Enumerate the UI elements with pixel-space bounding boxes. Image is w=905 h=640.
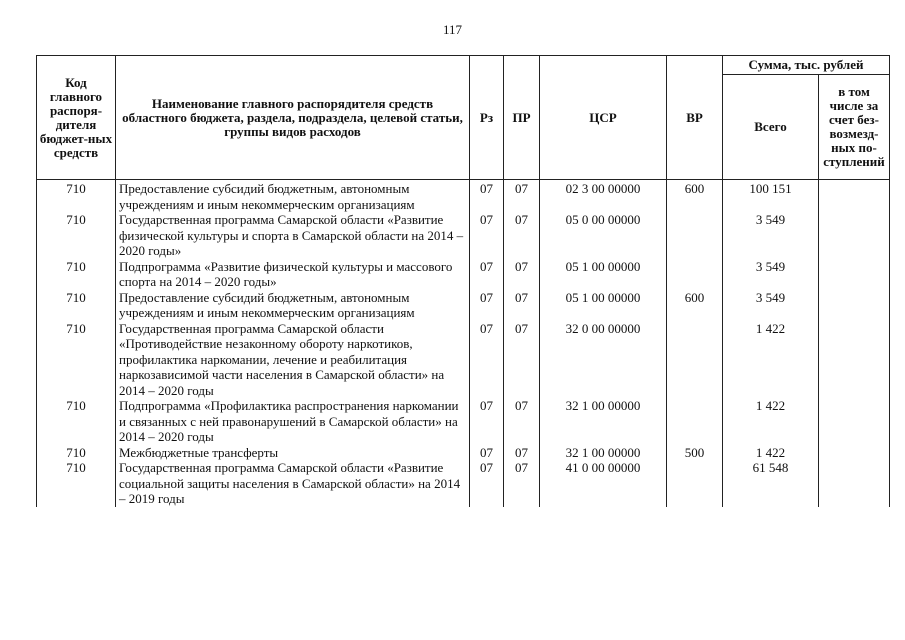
cell-pr: 07 xyxy=(504,445,540,461)
cell-incl xyxy=(819,460,890,507)
cell-rz: 07 xyxy=(470,180,504,213)
cell-csr: 32 0 00 00000 xyxy=(540,321,667,399)
cell-total: 1 422 xyxy=(723,398,819,445)
cell-incl xyxy=(819,212,890,259)
cell-incl xyxy=(819,445,890,461)
cell-csr: 32 1 00 00000 xyxy=(540,398,667,445)
cell-csr: 05 0 00 00000 xyxy=(540,212,667,259)
cell-vr xyxy=(667,460,723,507)
cell-pr: 07 xyxy=(504,212,540,259)
cell-pr: 07 xyxy=(504,398,540,445)
cell-vr xyxy=(667,398,723,445)
cell-rz: 07 xyxy=(470,290,504,321)
cell-name: Межбюджетные трансферты xyxy=(116,445,470,461)
cell-pr: 07 xyxy=(504,321,540,399)
cell-pr: 07 xyxy=(504,290,540,321)
cell-pr: 07 xyxy=(504,180,540,213)
cell-total: 3 549 xyxy=(723,212,819,259)
table-row xyxy=(37,321,890,399)
cell-vr xyxy=(667,321,723,399)
cell-name: Государственная программа Самарской области «Развитие физической культуры и спорта в Самарской области на 2014 – 2020 годы» xyxy=(116,212,470,259)
cell-rz: 07 xyxy=(470,212,504,259)
cell-total: 1 422 xyxy=(723,321,819,399)
cell-incl xyxy=(819,259,890,290)
cell-vr: 600 xyxy=(667,180,723,213)
cell-name: Государственная программа Самарской области «Противодействие незаконному обороту наркотиков, профилактика наркомании, лечение и реабилитация наркозависимой части населения в Самарской области» на 2014 – 2020 годы xyxy=(116,321,470,399)
cell-vr xyxy=(667,259,723,290)
table-row xyxy=(37,180,890,213)
cell-code: 710 xyxy=(37,398,116,445)
cell-rz: 07 xyxy=(470,445,504,461)
cell-incl xyxy=(819,398,890,445)
header-total: Всего xyxy=(723,75,819,180)
header-rz: Рз xyxy=(470,56,504,180)
cell-csr: 05 1 00 00000 xyxy=(540,290,667,321)
cell-code: 710 xyxy=(37,460,116,507)
cell-incl xyxy=(819,290,890,321)
cell-csr: 32 1 00 00000 xyxy=(540,445,667,461)
cell-vr xyxy=(667,212,723,259)
cell-code: 710 xyxy=(37,290,116,321)
cell-code: 710 xyxy=(37,445,116,461)
cell-code: 710 xyxy=(37,180,116,213)
cell-incl xyxy=(819,321,890,399)
cell-pr: 07 xyxy=(504,460,540,507)
cell-code: 710 xyxy=(37,259,116,290)
cell-pr: 07 xyxy=(504,259,540,290)
cell-total: 3 549 xyxy=(723,259,819,290)
cell-rz: 07 xyxy=(470,321,504,399)
cell-total: 1 422 xyxy=(723,445,819,461)
header-name: Наименование главного распорядителя средств областного бюджета, раздела, подраздела, целевой статьи, группы видов расходов xyxy=(116,56,470,180)
table-row xyxy=(37,398,890,445)
table-row xyxy=(37,212,890,259)
cell-csr: 05 1 00 00000 xyxy=(540,259,667,290)
table-row xyxy=(37,290,890,321)
header-incl: в том числе за счет без-возмезд-ных по-ступлений xyxy=(819,75,890,180)
cell-rz: 07 xyxy=(470,398,504,445)
cell-csr: 41 0 00 00000 xyxy=(540,460,667,507)
table-row xyxy=(37,445,890,461)
table-row xyxy=(37,259,890,290)
cell-total: 100 151 xyxy=(723,180,819,213)
header-csr: ЦСР xyxy=(540,56,667,180)
table-row xyxy=(37,460,890,507)
cell-name: Подпрограмма «Развитие физической культуры и массового спорта на 2014 – 2020 годы» xyxy=(116,259,470,290)
cell-total: 61 548 xyxy=(723,460,819,507)
table-body xyxy=(37,180,890,507)
cell-name: Государственная программа Самарской области «Развитие социальной защиты населения в Самарской области» на 2014 – 2019 годы xyxy=(116,460,470,507)
header-pr: ПР xyxy=(504,56,540,180)
header-vr: ВР xyxy=(667,56,723,180)
cell-total: 3 549 xyxy=(723,290,819,321)
cell-rz: 07 xyxy=(470,460,504,507)
header-amount: Сумма, тыс. рублей xyxy=(723,56,890,75)
cell-csr: 02 3 00 00000 xyxy=(540,180,667,213)
cell-vr: 500 xyxy=(667,445,723,461)
cell-name: Предоставление субсидий бюджетным, автономным учреждениям и иным некоммерческим организациям xyxy=(116,180,470,213)
cell-incl xyxy=(819,180,890,213)
budget-table xyxy=(36,55,890,507)
cell-code: 710 xyxy=(37,321,116,399)
cell-name: Подпрограмма «Профилактика распространения наркомании и связанных с ней правонарушений в Самарской области» на 2014 – 2020 годы xyxy=(116,398,470,445)
page-number: 117 xyxy=(442,22,463,37)
cell-vr: 600 xyxy=(667,290,723,321)
header-code: Код главного распоря-дителя бюджет-ных средств xyxy=(37,56,116,180)
cell-name: Предоставление субсидий бюджетным, автономным учреждениям и иным некоммерческим организациям xyxy=(116,290,470,321)
cell-rz: 07 xyxy=(470,259,504,290)
table-header xyxy=(37,56,890,180)
cell-code: 710 xyxy=(37,212,116,259)
